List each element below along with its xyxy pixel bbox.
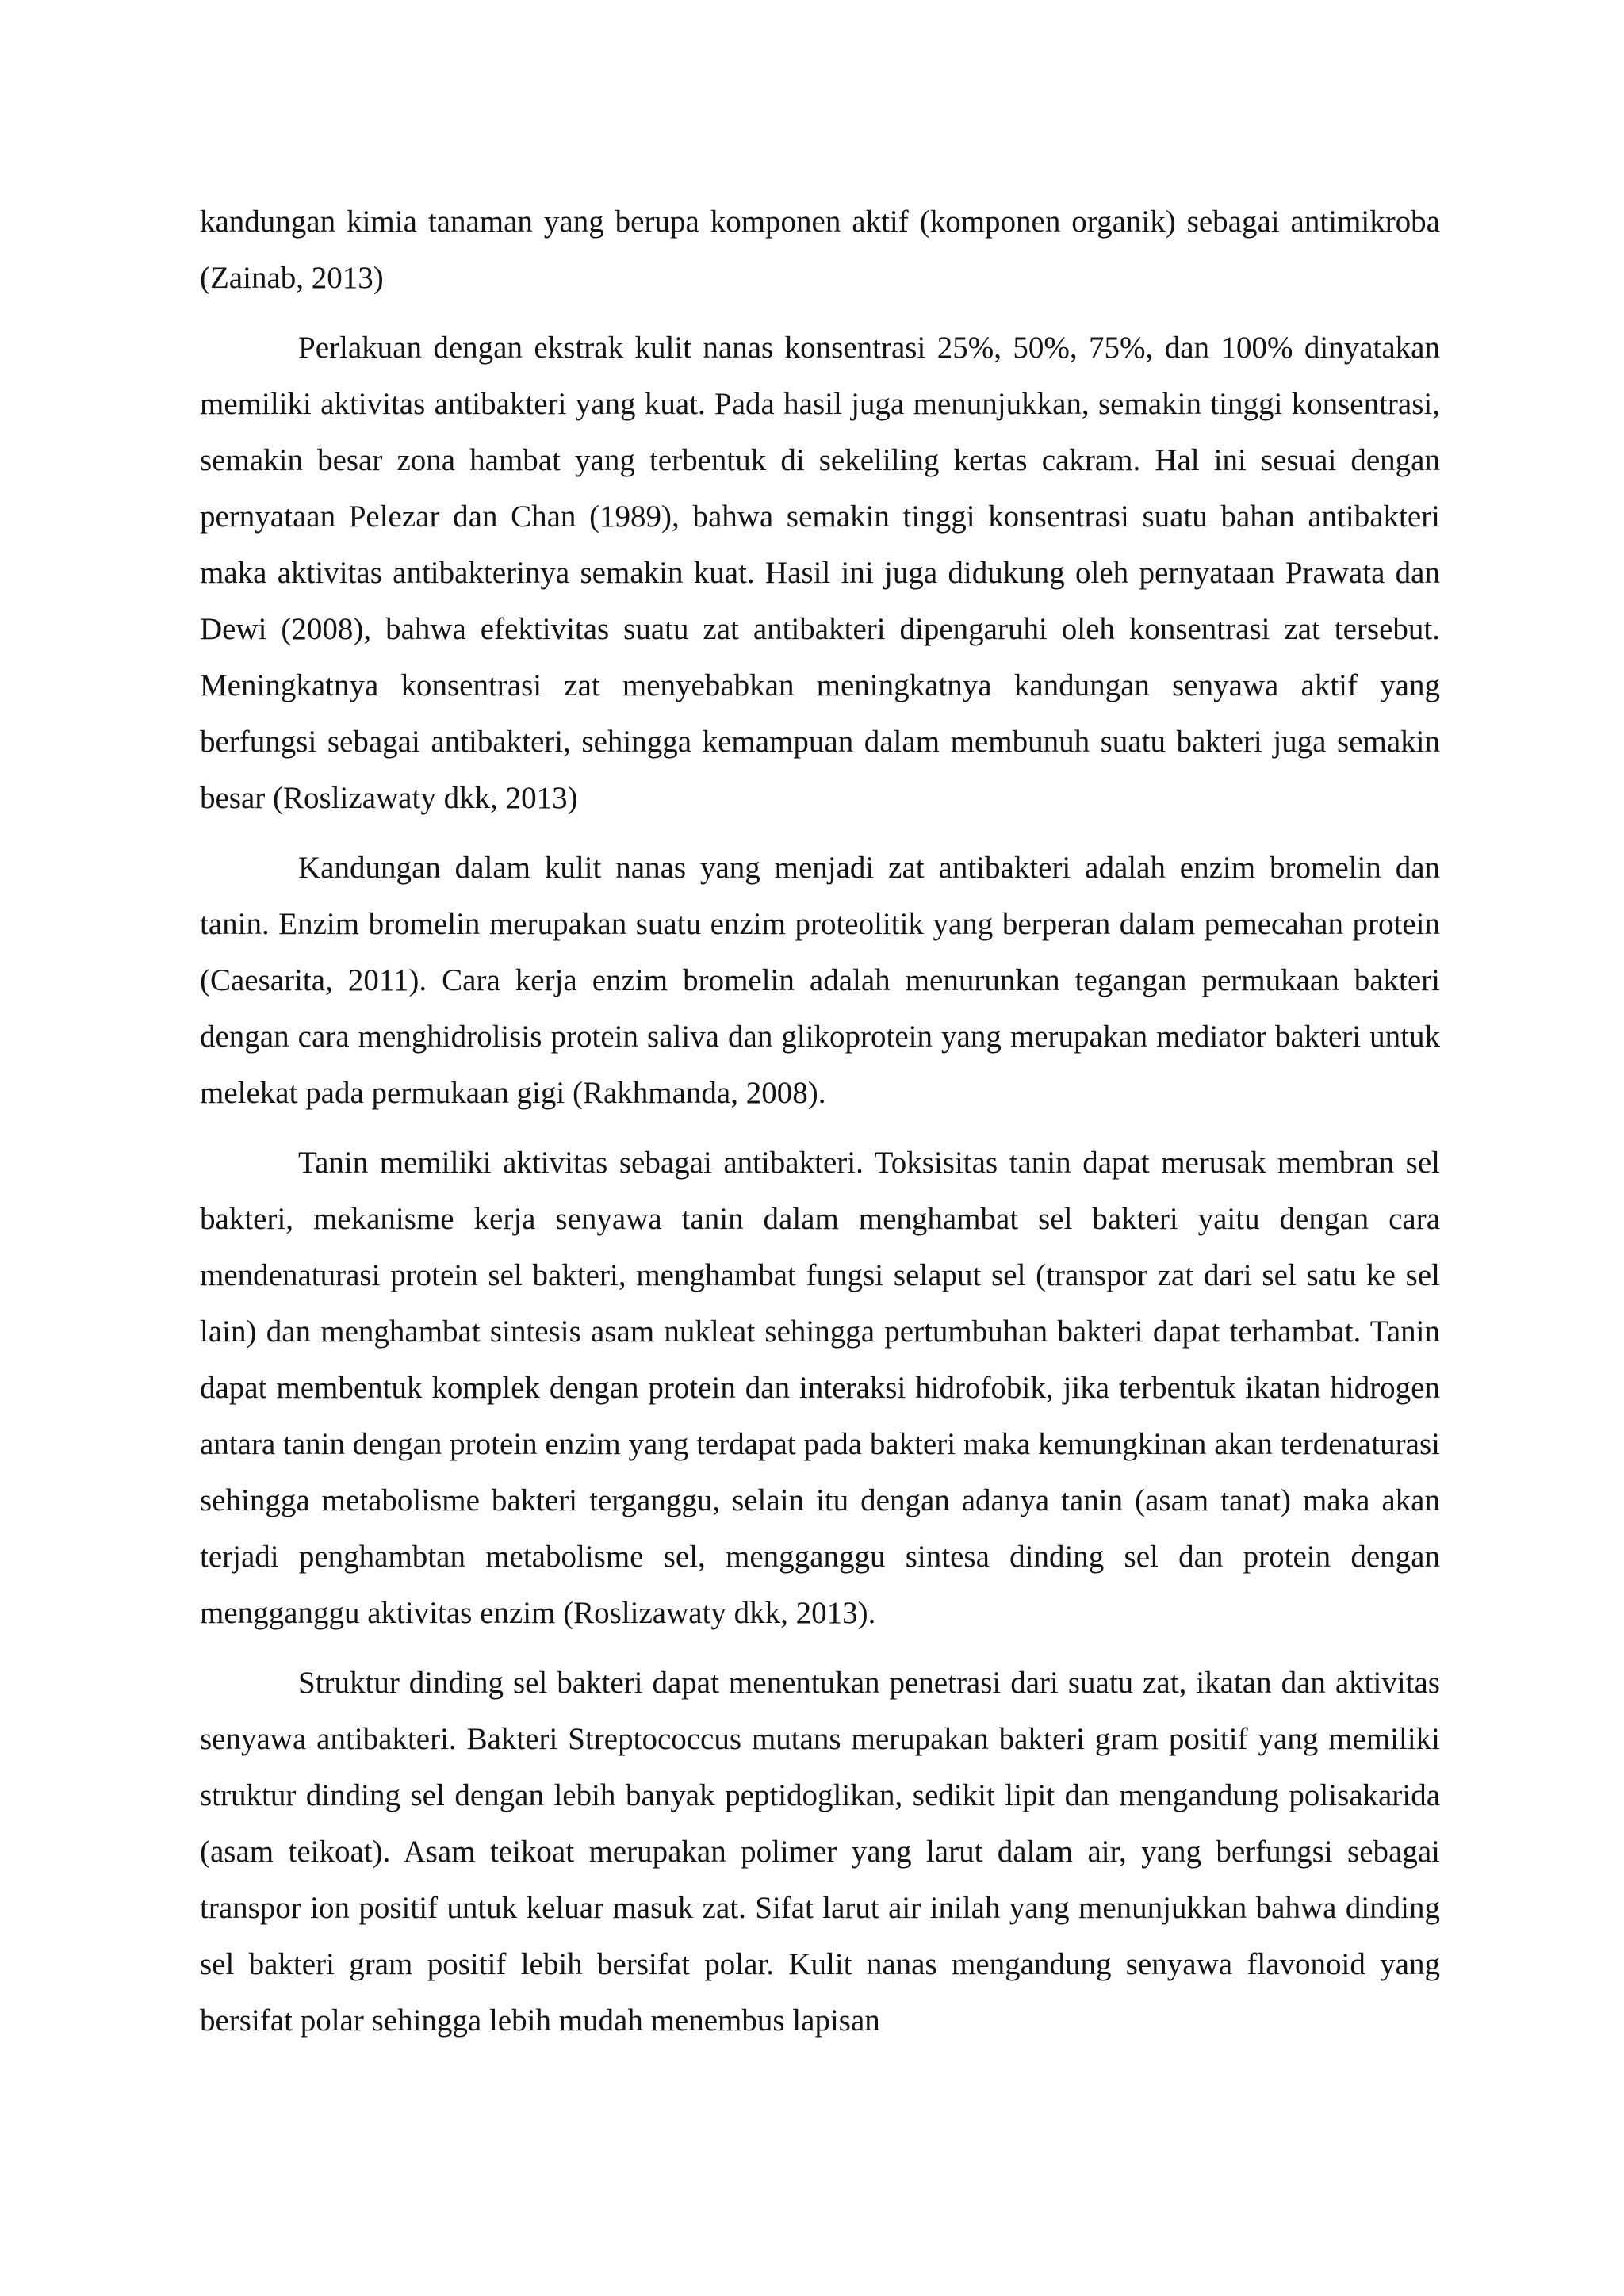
document-body	[200, 193, 1440, 2062]
paragraph-tannin: Tanin memiliki aktivitas sebagai antibakteri. Toksisitas tanin dapat merusak membran sel bakteri, mekanisme kerja senyawa tanin dalam menghambat sel bakteri yaitu dengan cara mendenaturasi protein sel bakteri, menghambat fungsi selaput sel (transpor zat dari sel satu ke sel lain) dan menghambat sintesis asam nukleat sehingga pertumbuhan bakteri dapat terhambat. Tanin dapat membentuk komplek dengan protein dan interaksi hidrofobik, jika terbentuk ikatan hidrogen antara tanin dengan protein enzim yang terdapat pada bakteri maka kemungkinan akan terdenaturasi sehingga metabolisme bakteri terganggu, selain itu dengan adanya tanin (asam tanat) maka akan terjadi penghambtan metabolisme sel, mengganggu sintesa dinding sel dan protein dengan mengganggu aktivitas enzim (Roslizawaty dkk, 2013).	[200, 1146, 1440, 1630]
paragraph-continuation: kandungan kimia tanaman yang berupa komponen aktif (komponen organik) sebagai antimikroba (Zainab, 2013)	[200, 205, 1440, 295]
paragraph-bromelin: Kandungan dalam kulit nanas yang menjadi zat antibakteri adalah enzim bromelin dan tanin. Enzim bromelin merupakan suatu enzim proteolitik yang berperan dalam pemecahan protein (Caesarita, 2011). Cara kerja enzim bromelin adalah menurunkan tegangan permukaan bakteri dengan cara menghidrolisis protein saliva dan glikoprotein yang merupakan mediator bakteri untuk melekat pada permukaan gigi (Rakhmanda, 2008).	[200, 851, 1440, 1110]
paragraph-concentration-effect: Perlakuan dengan ekstrak kulit nanas konsentrasi 25%, 50%, 75%, dan 100% dinyatakan memiliki aktivitas antibakteri yang kuat. Pada hasil juga menunjukkan, semakin tinggi konsentrasi, semakin besar zona hambat yang terbentuk di sekeliling kertas cakram. Hal ini sesuai dengan pernyataan Pelezar dan Chan (1989), bahwa semakin tinggi konsentrasi suatu bahan antibakteri maka aktivitas antibakterinya semakin kuat. Hasil ini juga didukung oleh pernyataan Prawata dan Dewi (2008), bahwa efektivitas suatu zat antibakteri dipengaruhi oleh konsentrasi zat tersebut. Meningkatnya konsentrasi zat menyebabkan meningkatnya kandungan senyawa aktif yang berfungsi sebagai antibakteri, sehingga kemampuan dalam membunuh suatu bakteri juga semakin besar (Roslizawaty dkk, 2013)	[200, 331, 1440, 815]
paragraph-cell-wall: Struktur dinding sel bakteri dapat menentukan penetrasi dari suatu zat, ikatan dan aktivitas senyawa antibakteri. Bakteri Streptococcus mutans merupakan bakteri gram positif yang memiliki struktur dinding sel dengan lebih banyak peptidoglikan, sedikit lipit dan mengandung polisakarida (asam teikoat). Asam teikoat merupakan polimer yang larut dalam air, yang berfungsi sebagai transpor ion positif untuk keluar masuk zat. Sifat larut air inilah yang menunjukkan bahwa dinding sel bakteri gram positif lebih bersifat polar. Kulit nanas mengandung senyawa flavonoid yang bersifat polar sehingga lebih mudah menembus lapisan	[200, 1666, 1440, 2038]
